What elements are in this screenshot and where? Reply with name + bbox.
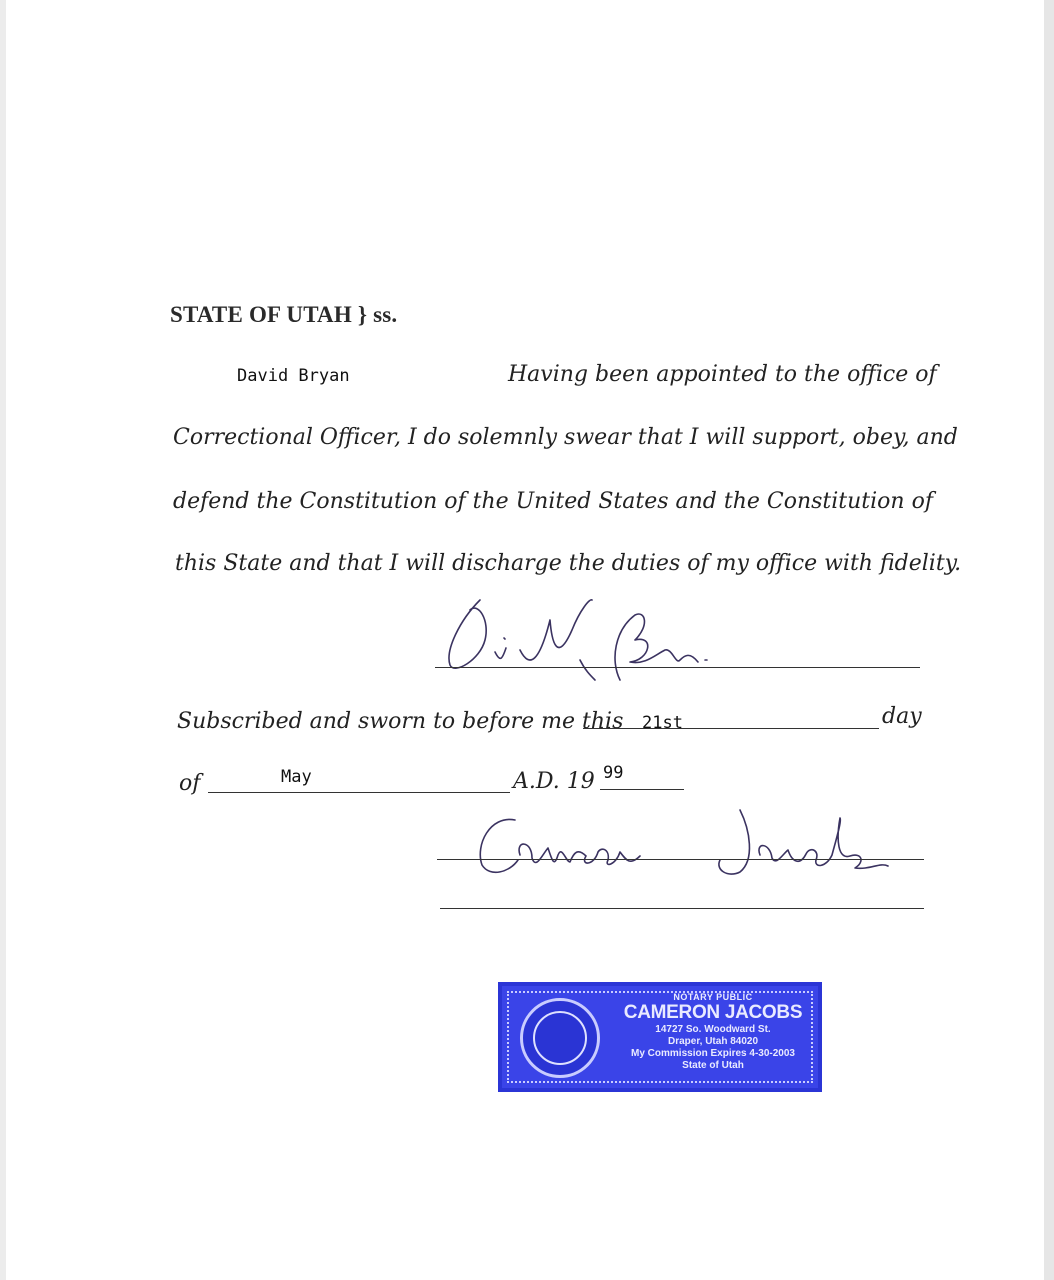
year-prefix: A.D. 19: [513, 769, 595, 794]
day-label: day: [882, 704, 922, 729]
affiant-name: David Bryan: [237, 366, 350, 386]
oath-line-1: Having been appointed to the office of: [508, 362, 937, 387]
month-line: [208, 792, 510, 793]
seal-name: CAMERON JACOBS: [623, 1002, 803, 1023]
notary-signature: [470, 800, 910, 890]
seal-state: State of Utah: [682, 1060, 744, 1071]
oath-line-2: Correctional Officer, I do solemnly swear that I will support, obey, and: [173, 425, 958, 450]
seal-text-block: [614, 992, 812, 1072]
oath-line-4: this State and that I will discharge the duties of my office with fidelity.: [175, 551, 962, 576]
day-value: 21st: [642, 713, 683, 733]
of-label: of: [179, 771, 201, 796]
year-line: [600, 789, 684, 790]
state-heading: STATE OF UTAH } ss.: [170, 302, 398, 327]
state-seal-inner-ring: [533, 1011, 587, 1065]
state-seal-icon: [520, 998, 600, 1078]
subscribed-text: Subscribed and sworn to before me this: [177, 709, 624, 734]
oath-line-3: defend the Constitution of the United States and the Constitution of: [173, 489, 933, 514]
day-line: [583, 728, 879, 729]
notary-signature-line: [437, 859, 924, 860]
affiant-signature-line: [435, 667, 920, 668]
year-value: 99: [603, 763, 624, 783]
seal-address: 14727 So. Woodward St.: [655, 1024, 771, 1035]
blank-line: [440, 908, 924, 909]
seal-title: NOTARY PUBLIC: [673, 992, 753, 1002]
month-value: May: [281, 767, 312, 787]
notary-seal-stamp: [498, 982, 822, 1092]
seal-city: Draper, Utah 84020: [667, 1036, 759, 1047]
seal-commission: My Commission Expires 4-30-2003: [631, 1048, 795, 1059]
affiant-signature: [440, 590, 740, 700]
